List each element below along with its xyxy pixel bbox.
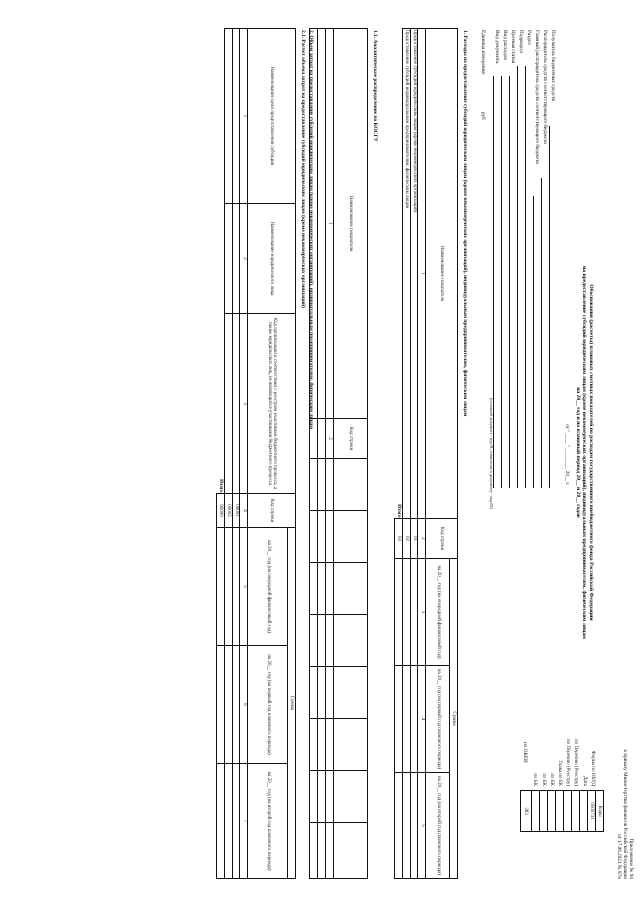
main-distributor-line <box>533 196 534 488</box>
code-bk3-value <box>532 791 540 832</box>
appendix-note <box>615 750 634 880</box>
section2-title: 2. Объем затрат на предоставление субсидий юридическим лицам (кроме некоммерческих организаций), индивидуальным предпринимателям, физическим лицам <box>308 30 314 430</box>
code-date-value <box>580 791 588 832</box>
table-row <box>402 29 410 879</box>
s2-col-entity: Наименование юридического лица <box>248 204 296 314</box>
section11-title: 1.1. Аналитическое распределение по КОСГУ <box>372 30 378 142</box>
table-row <box>232 29 240 879</box>
s2-num-6: 6 <box>240 646 248 764</box>
s11-col-code: Код строки <box>334 419 368 459</box>
okei-table <box>520 790 532 832</box>
code-label-registry1: по Перечню (Реестру) <box>573 738 579 786</box>
date-prefix: от " <box>564 424 570 434</box>
unit-value: руб <box>480 112 486 120</box>
date-suffix: 20__ г. <box>564 470 570 486</box>
field-section: Раздел <box>526 30 532 45</box>
code-okud-value: 0505731 <box>588 791 596 832</box>
s2-col-y2: на 20__ год (на второй год планового периода) <box>248 764 288 879</box>
code-label-glava: Глава по БК <box>557 760 562 786</box>
target-article-line <box>509 76 510 488</box>
code-label-registry2: по Перечню (Реестру) <box>565 738 571 786</box>
s1-col-name: Наименование показателя <box>426 29 458 519</box>
section11-table <box>309 28 368 879</box>
title-line1: Обоснования (расчеты) плановых сметных показателей по расходам государственного внебюджетного фонда Российской Федерации <box>588 284 594 621</box>
s1-num-1: 1 <box>418 29 426 519</box>
field-main-distributor: Главный распорядитель средств соответствующего бюджета <box>534 30 540 164</box>
s1-total-label: Итого <box>395 29 403 519</box>
code-bk1-value <box>548 791 556 832</box>
codes-labels <box>530 690 604 786</box>
field-subsection: Подраздел <box>518 30 524 54</box>
code-label-bk1: по БК <box>548 773 554 786</box>
unit-label: Единица измерения: <box>480 30 486 76</box>
s1-col-code: Код строки <box>426 519 458 559</box>
s2-total-label: Итого <box>217 29 225 494</box>
s1-col-y2: на 20__ год (на второй год планового периода) <box>426 773 450 879</box>
section1-table <box>394 28 458 879</box>
s1-sum-header: Сумма <box>450 559 458 879</box>
s2-col-reg: Код организации в соответствии с реестром участников бюджетного процесса, а также юридических лиц, не являющихся участниками бюджетного процесса <box>248 314 296 494</box>
code-label-bk2: по БК <box>540 773 546 786</box>
codes-table <box>531 790 604 832</box>
s2-num-3: 3 <box>240 314 248 494</box>
code-label-okud: Форма по ОКУД <box>589 750 595 786</box>
code-bk2-value <box>540 791 548 832</box>
s1-col-y0: на 20__ год (на очередной финансовый год) <box>426 559 450 666</box>
title-line2: на предоставление субсидий юридическим лицам (кроме некоммерческих организаций), индивидуальным предпринимателям, физическим лицам <box>581 266 588 639</box>
distributor-line <box>541 178 542 488</box>
codes-header: Коды <box>596 791 604 832</box>
s2-col-code: Код строки <box>248 494 296 528</box>
field-document-type: Вид документа <box>494 30 500 64</box>
date-mid: " <box>564 445 570 449</box>
code-label-bk3: по БК <box>532 773 538 786</box>
okei-label: по ОКЕИ <box>522 742 528 763</box>
s1-num-3: 3 <box>418 559 426 666</box>
document-type-hint: (основной документ - код 01; изменение к документу - код 02) <box>489 398 494 509</box>
s2-total-code: 90000 <box>217 494 225 528</box>
s2-num-7: 7 <box>240 764 248 879</box>
s2-num-4: 4 <box>240 494 248 528</box>
s11-num-2: 2 <box>326 419 334 459</box>
field-recipient: Получатель бюджетных средств <box>550 30 556 101</box>
s1-total-code: 03 <box>395 519 403 559</box>
s1-num-2: 2 <box>418 519 426 559</box>
s1-row1-name: Предоставление субсидий юридическим лицам (кроме некоммерческих организаций) <box>410 29 418 519</box>
table-row <box>224 29 232 879</box>
s2-row1-code: 00001 <box>232 494 240 528</box>
s1-num-5: 5 <box>418 773 426 879</box>
s1-row2-name: Предоставление субсидий индивидуальным предпринимателям, физическим лицам <box>402 29 410 519</box>
appendix-line3: от 17.06.2021 № 87н <box>615 834 622 879</box>
field-expense-type: Вид расходов <box>502 30 508 60</box>
table-row-total <box>395 29 403 879</box>
document-date: от " ____ " ________ 20__ г. <box>564 424 570 486</box>
document-type-line <box>493 76 494 488</box>
s2-col-y1: на 20__ год (на первый год планового периода) <box>248 646 288 764</box>
appendix-title: Приложение № 94 <box>628 838 634 879</box>
okei-value: 383 <box>521 791 532 832</box>
table-row <box>410 29 418 879</box>
table-row <box>318 29 326 879</box>
code-glava-value <box>556 791 564 832</box>
code-registry1-value <box>572 791 580 832</box>
section1-title: 1. Расходы на предоставление субсидий юридическим лицам (кроме некоммерческих организаций), индивидуальным предпринимателям, физическим лицам <box>462 30 468 417</box>
field-target-article: Целевая статья <box>510 30 516 64</box>
s1-row1-code: 01 <box>410 519 418 559</box>
s1-row2-code: 02 <box>402 519 410 559</box>
s2-num-2: 2 <box>240 204 248 314</box>
recipient-line <box>549 126 550 488</box>
s1-num-4: 4 <box>418 666 426 773</box>
s1-col-y1: на 20__ год (на первый год планового периода) <box>426 666 450 773</box>
s11-num-1: 1 <box>326 29 334 419</box>
s2-row2-code: 00002 <box>224 494 232 528</box>
expense-type-line <box>501 76 502 488</box>
subsection-line <box>517 66 518 488</box>
field-distributor: Распорядитель средств соответствующего бюджета <box>542 30 548 144</box>
title-line3: на 20__ год и на плановый период 20__ и 20__ годов <box>574 387 581 518</box>
s11-col-name: Наименование показателя <box>334 29 368 419</box>
appendix-line2: к приказу Министерства финансов Российской Федерации <box>621 749 628 879</box>
s2-col-aim: Наименование цели предоставления субсидии <box>248 29 296 204</box>
section2-subtitle: 2.1. Расчет объема затрат на предоставление субсидий юридическим лицам (кроме некоммерческих организаций) <box>300 30 306 308</box>
s2-num-5: 5 <box>240 528 248 646</box>
s2-col-y0: на 20__ год (на очередной финансовый год) <box>248 528 288 646</box>
code-label-date: Дата <box>581 776 587 786</box>
code-registry2-value <box>564 791 572 832</box>
s2-sum-header: Сумма <box>288 528 296 879</box>
table-row-total <box>217 29 225 879</box>
section2-table <box>216 28 296 879</box>
section-line <box>525 66 526 488</box>
s2-num-1: 1 <box>240 29 248 204</box>
